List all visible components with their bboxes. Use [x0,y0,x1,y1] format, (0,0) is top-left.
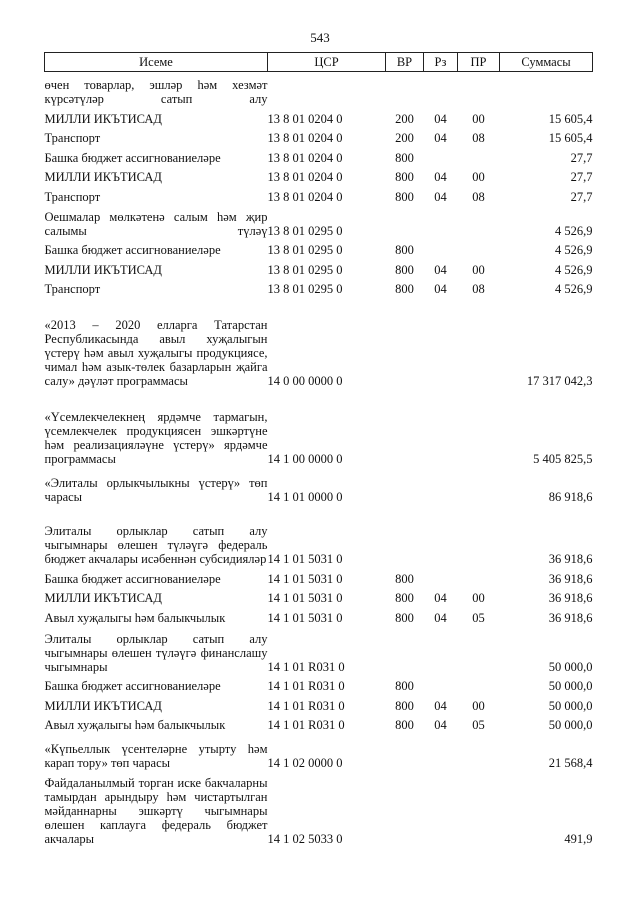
row-rz: 04 [434,718,447,732]
row-pr: 05 [472,610,485,625]
row-vr: 200 [395,131,414,145]
row-vr: 800 [395,698,414,713]
row-pr [458,770,500,846]
row-rz [424,238,458,258]
row-pr [458,204,500,238]
row-pr [458,625,500,674]
table-row [45,586,593,606]
budget-table [44,52,593,846]
row-name: Элиталы орлыклар сатып алу чыгымнары өлешен түләүгә федераль бюджет акчалары исәбеннән субсидияләр [44,524,268,566]
row-pr: 05 [472,718,485,732]
row-vr [386,625,424,674]
table-row [45,388,593,466]
row-rz [424,770,458,846]
row-sum: 15 605,4 [548,111,593,126]
row-name: МИЛЛИ ИКЪТИСАД [44,111,162,126]
row-rz: 04 [434,282,447,296]
row-vr: 800 [395,591,414,605]
row-rz [424,204,458,238]
row-name: Файдаланылмый торган иске бакчаларны тамырдан арындыру һәм чистартылган мәйданнарны эшкәртү чыгымнары өлешен каплауга федераль бюджет акчалары [44,776,268,846]
row-rz: 04 [434,170,447,184]
row-name: өчен товарлар, эшләр һәм хезмәт күрсәтүләр сатып алу [44,78,268,106]
row-name: «Күпьеллык үсентеләрне утырту һәм карап тору» төп чарасы [44,742,268,770]
row-vr: 800 [395,718,414,732]
row-rz [424,625,458,674]
row-csr: 14 1 01 5031 0 [267,571,343,586]
row-vr: 800 [395,189,414,204]
row-csr: 14 1 01 R031 0 [267,679,345,693]
row-sum: 5 405 825,5 [533,452,593,466]
row-csr: 13 8 01 0295 0 [267,243,343,257]
row-name: Башка бюджет ассигнованиеләре [44,150,221,165]
table-row [45,770,593,846]
row-name: Элиталы орлыклар сатып алу чыгымнары өлешен түләүгә финанслашу чыгымнары [44,631,268,674]
table-row [45,184,593,204]
row-vr: 800 [395,150,414,165]
row-rz [424,504,458,566]
row-rz: 04 [434,111,447,126]
row-name: Башка бюджет ассигнованиеләре [44,679,221,693]
row-csr: 14 1 02 0000 0 [267,756,343,770]
row-vr: 800 [395,243,414,257]
row-rz [424,466,458,504]
row-sum: 36 918,6 [548,610,593,625]
row-csr [268,72,386,107]
row-pr [458,238,500,258]
row-sum: 4 526,9 [555,262,593,277]
row-rz: 04 [434,591,447,605]
row-sum: 491,9 [564,832,593,846]
table-row [45,504,593,566]
row-name: «2013 – 2020 елларга Татарстан Республикасында авыл хуҗалыгын үстерү һәм авыл хуҗалыгы продукциясе, чимал һәм азык-төлек базарларын җайга салу» дәүләт программасы [44,318,268,388]
table-row [45,674,593,694]
row-sum: 36 918,6 [548,591,593,605]
row-sum: 50 000,0 [548,698,593,713]
row-csr: 14 1 01 R031 0 [267,698,345,713]
row-vr [386,388,424,466]
table-row [45,732,593,770]
row-rz [424,732,458,770]
row-sum: 15 605,4 [548,131,593,145]
row-sum: 21 568,4 [548,756,593,770]
row-csr: 13 8 01 0295 0 [267,262,343,277]
row-vr [386,72,424,107]
row-name: МИЛЛИ ИКЪТИСАД [44,170,162,184]
table-row [45,277,593,297]
row-name: «Үсемлекчелекнең ярдәмче тармагын, үсемлекчелек продукциясен эшкәртүне һәм реализацияләүне үстерү» ярдәмче программасы [44,410,268,466]
row-pr [458,388,500,466]
row-name: Транспорт [44,131,101,145]
row-pr: 08 [472,282,485,296]
row-pr: 00 [472,170,485,184]
header-name: Исеме [45,53,268,72]
row-vr: 800 [395,282,414,296]
row-sum [500,72,593,107]
row-name: Башка бюджет ассигнованиеләре [44,571,221,586]
row-vr: 800 [395,571,414,586]
row-sum: 50 000,0 [548,679,593,693]
header-vr: ВР [386,53,424,72]
row-pr: 08 [472,189,485,204]
row-pr [458,566,500,586]
header-sum: Суммасы [500,53,593,72]
row-vr: 800 [395,610,414,625]
table-row [45,257,593,277]
row-name: Транспорт [44,189,101,204]
row-rz: 04 [434,610,447,625]
header-pr: ПР [458,53,500,72]
row-name: МИЛЛИ ИКЪТИСАД [44,698,162,713]
row-name: Оешмалар мөлкәтенә салым һәм җир салымы түләү [44,209,268,238]
row-pr [458,732,500,770]
row-pr [458,145,500,165]
row-name: Авыл хуҗалыгы һәм балыкчылык [44,718,226,732]
row-rz [424,296,458,388]
row-sum: 36 918,6 [548,552,593,566]
row-sum: 36 918,6 [548,571,593,586]
row-sum: 50 000,0 [548,659,593,674]
row-rz [424,72,458,107]
table-row [45,713,593,733]
row-csr: 14 1 01 5031 0 [267,610,343,625]
row-pr: 00 [472,262,485,277]
row-rz: 04 [434,189,447,204]
table-row [45,106,593,126]
row-pr [458,296,500,388]
row-sum: 86 918,6 [548,490,593,504]
row-rz [424,674,458,694]
row-vr [386,204,424,238]
table-row [45,296,593,388]
row-pr [458,674,500,694]
row-vr [386,466,424,504]
row-rz [424,145,458,165]
row-csr: 14 1 00 0000 0 [267,452,343,466]
table-row [45,204,593,238]
row-sum: 4 526,9 [555,223,593,238]
table-row [45,238,593,258]
table-header-row [45,53,593,72]
table-row [45,145,593,165]
row-sum: 27,7 [570,150,593,165]
page-number: 543 [310,30,330,45]
row-pr: 08 [472,131,485,145]
row-csr: 14 1 01 R031 0 [267,718,345,732]
row-vr [386,770,424,846]
row-name: Транспорт [44,282,101,296]
row-rz [424,566,458,586]
row-name: Башка бюджет ассигнованиеләре [44,243,221,257]
row-csr: 13 8 01 0295 0 [267,282,343,296]
row-rz: 04 [434,262,447,277]
row-csr: 14 1 01 5031 0 [267,591,343,605]
header-rz: Рз [424,53,458,72]
row-vr: 800 [395,170,414,184]
row-vr: 800 [395,262,414,277]
table-row [45,693,593,713]
row-csr: 14 0 00 0000 0 [267,374,343,388]
row-csr: 14 1 01 5031 0 [267,552,343,566]
table-row [45,625,593,674]
row-csr: 13 8 01 0204 0 [267,131,343,145]
table-row [45,605,593,625]
row-vr [386,296,424,388]
row-name: МИЛЛИ ИКЪТИСАД [44,262,162,277]
row-csr: 13 8 01 0204 0 [267,189,343,204]
row-csr: 13 8 01 0295 0 [267,223,343,238]
row-csr: 13 8 01 0204 0 [267,170,343,184]
row-sum: 27,7 [570,189,593,204]
row-csr: 13 8 01 0204 0 [267,111,343,126]
table-row [45,566,593,586]
row-sum: 50 000,0 [548,718,593,732]
row-csr: 14 1 02 5033 0 [267,832,343,846]
row-rz [424,388,458,466]
header-csr: ЦСР [268,53,386,72]
row-vr [386,504,424,566]
row-pr: 00 [472,698,485,713]
row-name: «Элиталы орлыкчылыкны үстерү» төп чарасы [44,476,268,504]
row-vr: 200 [395,111,414,126]
table-row [45,165,593,185]
row-rz: 04 [434,131,447,145]
row-sum: 27,7 [570,170,593,184]
row-sum: 17 317 042,3 [526,374,593,388]
row-vr: 800 [395,679,414,693]
table-row [45,126,593,146]
row-pr: 00 [472,111,485,126]
row-pr: 00 [472,591,485,605]
row-name: МИЛЛИ ИКЪТИСАД [44,591,162,605]
row-csr: 14 1 01 0000 0 [267,490,343,504]
row-pr [458,466,500,504]
row-sum: 4 526,9 [555,243,593,257]
row-sum: 4 526,9 [555,282,593,296]
row-csr: 14 1 01 R031 0 [267,659,345,674]
row-pr [458,504,500,566]
row-pr [458,72,500,107]
table-row [45,72,593,107]
row-rz: 04 [434,698,447,713]
row-csr: 13 8 01 0204 0 [267,150,343,165]
row-name: Авыл хуҗалыгы һәм балыкчылык [44,610,226,625]
row-vr [386,732,424,770]
table-row [45,466,593,504]
